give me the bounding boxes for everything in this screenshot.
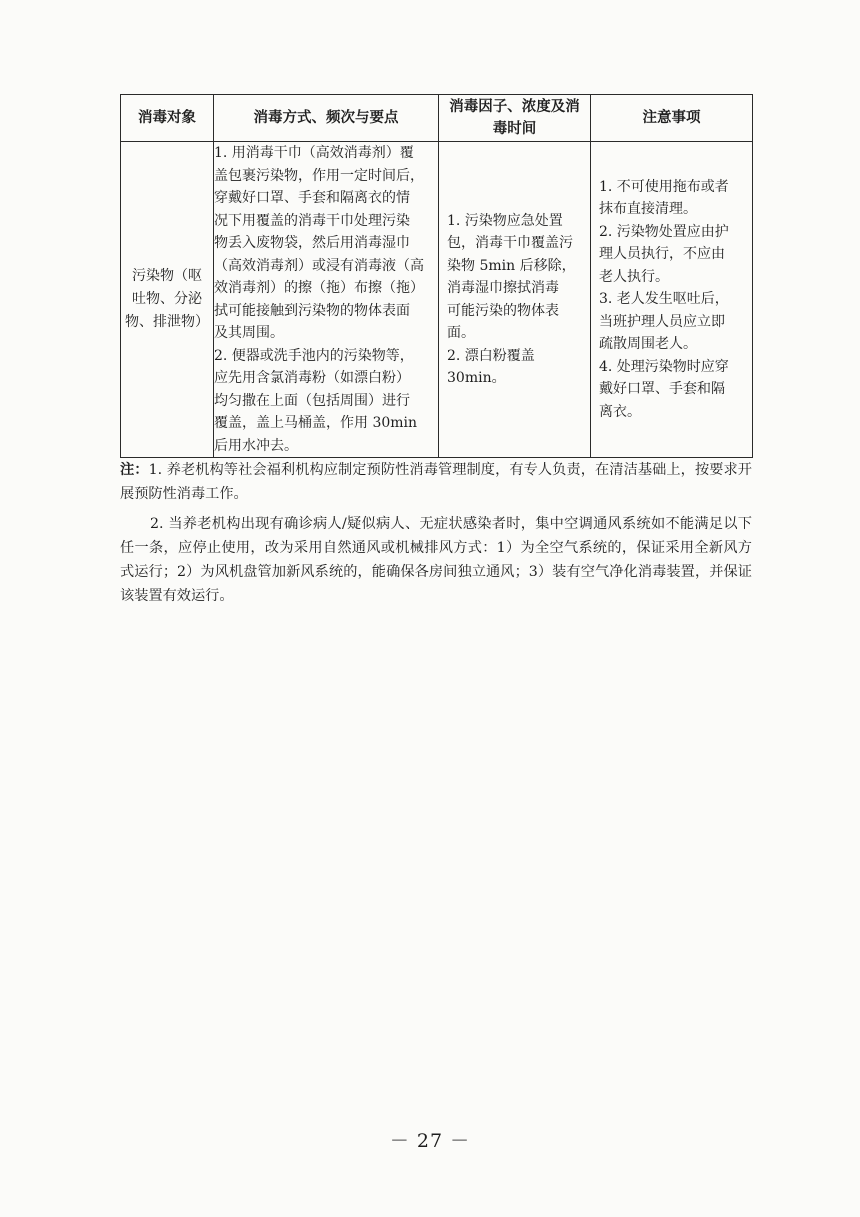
table-header-row xyxy=(121,95,753,142)
cell-factor xyxy=(439,142,591,458)
method-line: 拭可能接触到污染物的物体表面 xyxy=(214,302,410,319)
factor-line: 2. 漂白粉覆盖 xyxy=(447,347,535,364)
table-row xyxy=(121,142,753,458)
precaution-line: 当班护理人员应立即 xyxy=(599,313,725,330)
precaution-line: 2. 污染物处置应由护 xyxy=(599,223,729,240)
target-line: 物、排泄物） xyxy=(125,314,209,330)
precaution-line: 理人员执行，不应由 xyxy=(599,246,725,263)
precaution-line: 戴好口罩、手套和隔 xyxy=(599,381,725,398)
disinfection-table xyxy=(120,94,753,458)
method-line: 1. 用消毒干巾（高效消毒剂）覆 xyxy=(214,145,414,161)
target-line: 吐物、分泌 xyxy=(132,291,202,307)
method-line: （高效消毒剂）或浸有消毒液（高 xyxy=(214,257,424,274)
target-line: 污染物（呕 xyxy=(132,268,202,284)
header-factor-text: 消毒因子、浓度及消毒时间 xyxy=(449,99,580,137)
page-number: － 27 － xyxy=(389,1130,471,1152)
precaution-line: 抹布直接清理。 xyxy=(599,201,697,218)
method-line: 后用水冲去。 xyxy=(214,437,298,454)
method-line: 穿戴好口罩、手套和隔离衣的情 xyxy=(214,190,410,206)
factor-line: 包，消毒干巾覆盖污 xyxy=(447,235,573,251)
factor-line: 消毒湿巾擦拭消毒 xyxy=(447,280,559,296)
footnotes xyxy=(120,458,752,608)
cell-target xyxy=(121,142,214,458)
footnote-item-1 xyxy=(120,458,752,506)
method-line: 2. 便器或洗手池内的污染物等， xyxy=(214,347,414,364)
method-line: 应先用含氯消毒粉（如漂白粉） xyxy=(214,370,410,386)
precaution-line: 老人执行。 xyxy=(599,268,669,285)
precaution-line: 离衣。 xyxy=(599,403,641,420)
factor-line: 面。 xyxy=(447,325,475,341)
precaution-line: 1. 不可使用拖布或者 xyxy=(599,178,729,195)
method-line: 况下用覆盖的消毒干巾处理污染 xyxy=(214,212,410,229)
footnote-lead: 注： xyxy=(120,462,149,478)
header-disinfection-target: 消毒对象 xyxy=(121,95,214,142)
footnote-item-2: 2. 当养老机构出现有确诊病人/疑似病人、无症状感染者时，集中空调通风系统如不能满足以下任一条，应停止使用，改为采用自然通风或机械排风方式：1）为全空气系统的，保证采用全新风方式运行；2）为风机盘管加新风系统的，能确保各房间独立通风；3）装有空气净化消毒装置，并保证该装置有效运行。 xyxy=(120,516,752,604)
factor-line: 染物 5min 后移除， xyxy=(447,257,576,274)
factor-line: 可能污染的物体表 xyxy=(447,302,559,319)
header-factor-concentration xyxy=(439,95,591,142)
factor-line: 30min。 xyxy=(447,370,506,386)
method-line: 覆盖，盖上马桶盖，作用 30min xyxy=(214,415,418,431)
header-method-frequency: 消毒方式、频次与要点 xyxy=(214,95,439,142)
footnote-item-1-text: 1. 养老机构等社会福利机构应制定预防性消毒管理制度，有专人负责，在清洁基础上，按要求开展预防性消毒工作。 xyxy=(120,462,752,502)
header-precautions: 注意事项 xyxy=(591,95,753,142)
method-line: 盖包裹污染物，作用一定时间后， xyxy=(214,167,424,184)
precaution-line: 3. 老人发生呕吐后， xyxy=(599,291,729,308)
method-line: 效消毒剂）的擦（拖）布擦（拖） xyxy=(214,280,424,296)
method-line: 及其周围。 xyxy=(214,325,284,341)
factor-line: 1. 污染物应急处置 xyxy=(447,212,563,229)
method-line: 物丢入废物袋，然后用消毒湿巾 xyxy=(214,235,410,251)
cell-precautions xyxy=(591,142,753,458)
precaution-line: 疏散周围老人。 xyxy=(599,336,697,353)
precaution-line: 4. 处理污染物时应穿 xyxy=(599,358,729,375)
method-line: 均匀撒在上面（包括周围）进行 xyxy=(214,392,410,409)
cell-method xyxy=(214,142,439,458)
